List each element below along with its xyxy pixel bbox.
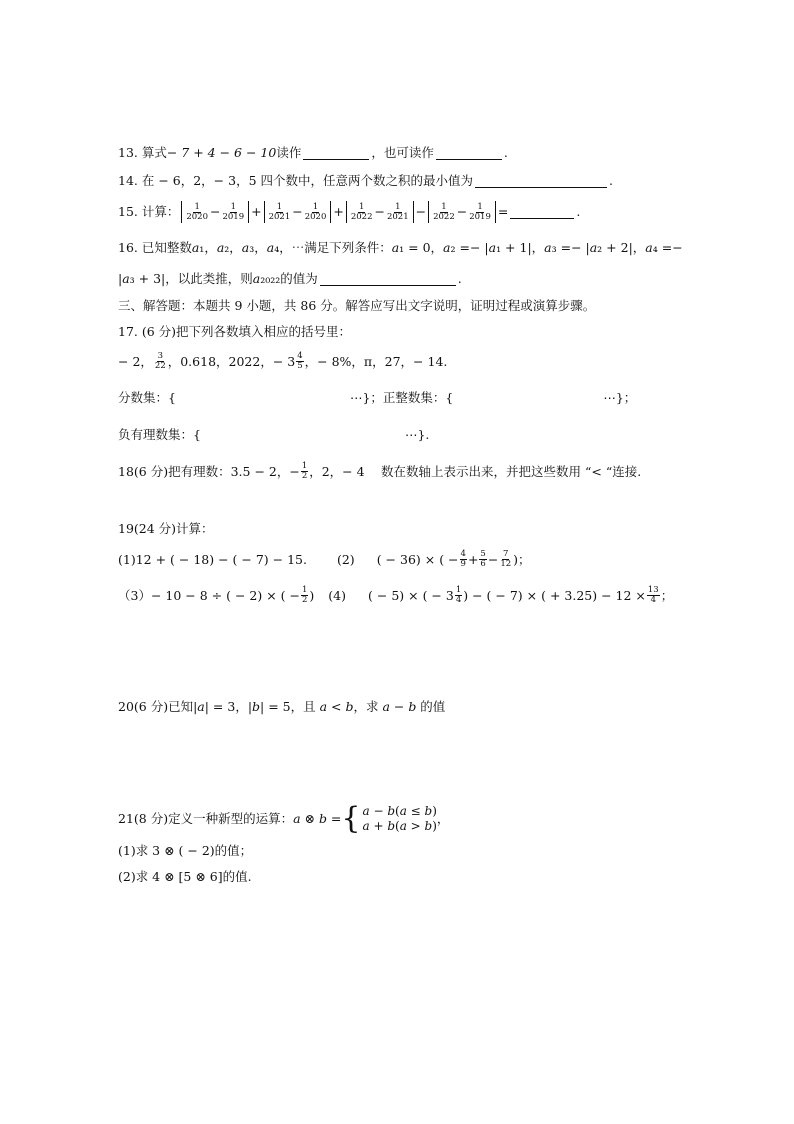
q13-also-read-as: ，也可读作 bbox=[371, 145, 434, 160]
q14-answer-blank[interactable] bbox=[475, 174, 607, 188]
q19-part-4-label: (4) bbox=[328, 587, 347, 603]
positive-integer-set-label: 正整数集：{ bbox=[382, 390, 454, 405]
negative-rational-set-label: 负有理数集：{ bbox=[118, 427, 201, 442]
q16-answer-blank[interactable] bbox=[320, 272, 456, 286]
question-16-line-2: |𝑎₃ + 3|，以此类推，则𝑎₂₀₂₂的值为 . bbox=[118, 271, 462, 286]
question-21-definition: 21(8 分)定义一种新型的运算：𝑎 ⊗ 𝑏 = { 𝑎 − 𝑏(𝑎 ≤ 𝑏) 𝑎 + 𝑏(𝑎 > 𝑏) ， bbox=[118, 801, 450, 836]
fraction-set-label: 分数集：{ bbox=[118, 390, 176, 405]
cases-brace: { bbox=[341, 801, 361, 836]
cases-block: 𝑎 − 𝑏(𝑎 ≤ 𝑏) 𝑎 + 𝑏(𝑎 > 𝑏) bbox=[362, 804, 437, 833]
question-15: 15. 计算： $\frac{1}{2020}$ − $\frac{1}{2019}$ + $\frac{1}{2021}$ − $\frac{1}{2020}$ + $\frac{1}{2022}$ − $\frac{1}{2021}$ − $\frac{1}{2022}$ − $\frac{1}{2019}$ = . bbox=[118, 201, 581, 222]
question-20: 20(6 分)已知|𝑎| = 3，|𝑏| = 5，且 𝑎 < 𝑏，求 𝑎 − 𝑏 的值 bbox=[118, 699, 446, 714]
question-18: 18(6 分)把有理数：3.5 − 2，− $\frac{1}{2}$ ，2，− 4 数在数轴上表示出来，并把这些数用 “< “连接. bbox=[118, 461, 642, 481]
question-17-sets-row-2: 负有理数集：{ ⋯}. bbox=[118, 427, 430, 442]
q13-answer-blank-1[interactable] bbox=[303, 146, 369, 160]
question-19-row-2: （3）− 10 − 8 ÷ ( − 2) × ( − $\frac{1}{2}$ ) (4) ( − 5) × ( − 3 $\frac{1}{4}$ ) − ( − 7) × ( + 3.25) − 12 × $\frac{13}{4}$ ； bbox=[118, 585, 674, 605]
question-16-line-1 bbox=[118, 239, 683, 257]
q14-text: 14. 在 − 6，2，− 3，5 四个数中，任意两个数之积的最小值为 bbox=[118, 173, 474, 188]
question-19-title: 19(24 分)计算： bbox=[118, 521, 214, 536]
q13-read-as: 读作 bbox=[276, 145, 302, 160]
question-14: 14. 在 − 6，2，− 3，5 四个数中，任意两个数之积的最小值为 . bbox=[118, 173, 613, 188]
question-21-part-2: (2)求 4 ⊗ [5 ⊗ 6]的值. bbox=[118, 869, 252, 884]
q13-expression: − 7 + 4 − 6 − 10 bbox=[166, 145, 277, 160]
q15-abs-term-3: $\frac{1}{2022}$ − $\frac{1}{2021}$ bbox=[346, 201, 414, 223]
question-19-row-1: (1)12 + ( − 18) − ( − 7) − 15. (2) ( − 36) × ( − $\frac{4}{9}$ + $\frac{5}{6}$ − $\frac{7}{12}$ )； bbox=[118, 549, 531, 569]
question-21-part-1: (1)求 3 ⊗ ( − 2)的值； bbox=[118, 843, 253, 858]
q15-abs-term-1: $\frac{1}{2020}$ − $\frac{1}{2019}$ bbox=[181, 201, 249, 223]
question-17-title: 17. (6 分)把下列各数填入相应的括号里： bbox=[118, 324, 352, 339]
question-13: 13. 算式 − 7 + 4 − 6 − 10 读作 ，也可读作 . bbox=[118, 145, 508, 160]
q15-abs-term-4: $\frac{1}{2022}$ − $\frac{1}{2019}$ bbox=[428, 201, 496, 223]
q16-text-2: |𝑎₃ + 3|，以此类推，则𝑎₂₀₂₂的值为 bbox=[118, 271, 318, 286]
q15-prefix: 15. 计算： bbox=[118, 204, 180, 219]
q16-text-1: 16. 已知整数𝑎₁，𝑎₂，𝑎₃，𝑎₄，⋯满足下列条件：𝑎₁ = 0，𝑎₂ =− |𝑎₁ + 1|，𝑎₃ =− |𝑎₂ + 2|，𝑎₄ =− bbox=[118, 240, 683, 255]
q19-part-1: (1)12 + ( − 18) − ( − 7) − 15. bbox=[118, 551, 307, 567]
question-17-sets-row-1: 分数集：{ ⋯}； 正整数集：{ ⋯}； bbox=[118, 390, 637, 405]
q15-abs-term-2: $\frac{1}{2021}$ − $\frac{1}{2020}$ bbox=[264, 201, 332, 223]
q15-answer-blank[interactable] bbox=[510, 205, 574, 219]
q19-part-2-label: (2) bbox=[336, 551, 355, 567]
question-17-numbers: − 2， $\frac{3}{22}$ ，0.618，2022，− 3 $\frac{4}{5}$ ，− 8%，π，27，− 14. bbox=[118, 351, 448, 371]
section-3-heading: 三、解答题：本题共 9 小题，共 86 分。解答应写出文字说明，证明过程或演算步骤。 bbox=[118, 298, 596, 313]
q13-prefix: 13. 算式 bbox=[118, 145, 167, 160]
q19-part-3: （3）− 10 − 8 ÷ ( − 2) × ( − bbox=[118, 587, 300, 603]
q13-answer-blank-2[interactable] bbox=[436, 146, 502, 160]
